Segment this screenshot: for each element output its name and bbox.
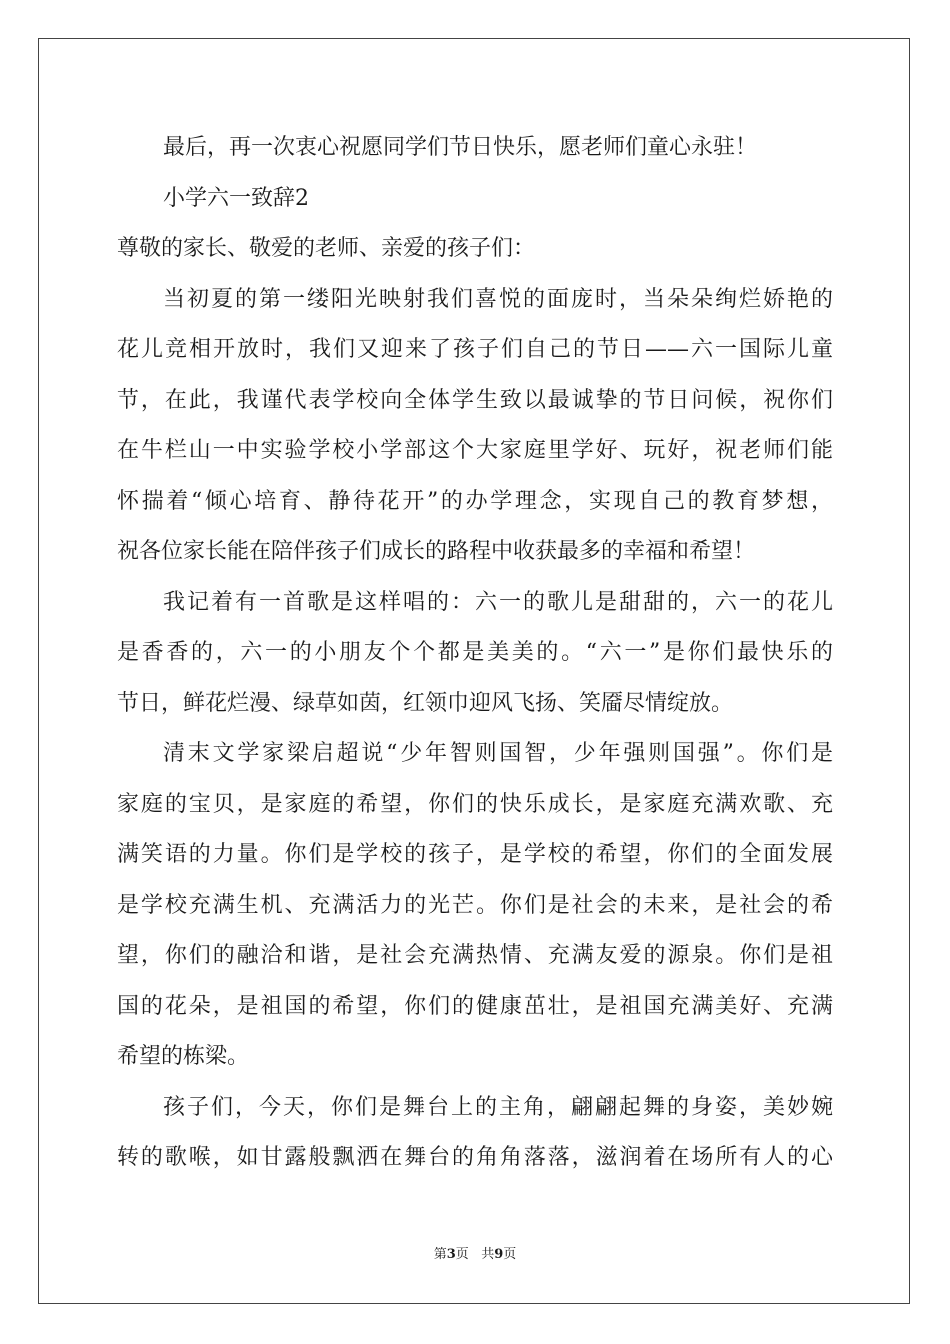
paragraph-line: 节，在此，我谨代表学校向全体学生致以最诚挚的节日问候，祝你们	[117, 387, 833, 413]
paragraph-line: 满笑语的力量。你们是学校的孩子，是学校的希望，你们的全面发展	[117, 842, 833, 867]
paragraph-line: 节日，鲜花烂漫、绿草如茵，红领巾迎风飞扬、笑靥尽情绽放。	[117, 690, 734, 716]
paragraph-line: 是香香的，六一的小朋友个个都是美美的。“六一”是你们最快乐的	[117, 640, 833, 665]
paragraph-line: 家庭的宝贝，是家庭的希望，你们的快乐成长，是家庭充满欢歌、充	[117, 791, 833, 817]
paragraph-line: 孩子们，今天，你们是舞台上的主角，翩翩起舞的身姿，美妙婉	[163, 1094, 833, 1120]
paragraph-line: 当初夏的第一缕阳光映射我们喜悦的面庞时，当朵朵绚烂娇艳的	[163, 286, 833, 312]
page-total: 9	[494, 1247, 504, 1262]
paragraph-line: 最后，再一次衷心祝愿同学们节日快乐，愿老师们童心永驻！	[163, 135, 758, 160]
paragraph-line: 我记着有一首歌是这样唱的：六一的歌儿是甜甜的，六一的花儿	[163, 589, 833, 615]
section-heading: 小学六一致辞2	[163, 185, 309, 211]
paragraph-line: 怀揣着“倾心培育、静待花开”的办学理念，实现自己的教育梦想，	[117, 488, 833, 514]
paragraph-line: 国的花朵，是祖国的希望，你们的健康茁壮，是祖国充满美好、充满	[117, 993, 833, 1019]
paragraph-line: 希望的栋梁。	[117, 1044, 250, 1069]
paragraph-line: 在牛栏山一中实验学校小学部这个大家庭里学好、玩好，祝老师们能	[117, 438, 833, 463]
paragraph-line: 是学校充满生机、充满活力的光芒。你们是社会的未来，是社会的希	[117, 892, 833, 918]
total-prefix: 共	[481, 1247, 495, 1262]
page-prefix: 第	[433, 1247, 447, 1262]
document-body	[117, 128, 833, 1189]
paragraph-line: 转的歌喉，如甘露般飘洒在舞台的角角落落，滋润着在场所有人的心	[117, 1145, 833, 1170]
page-footer	[0, 1246, 950, 1264]
total-unit: 页	[503, 1247, 517, 1262]
paragraph-line: 花儿竞相开放时，我们又迎来了孩子们自己的节日——六一国际儿童	[117, 337, 833, 362]
paragraph-line: 清末文学家梁启超说“少年智则国智，少年强则国强”。你们是	[163, 741, 833, 766]
paragraph-line: 望，你们的融洽和谐，是社会充满热情、充满友爱的源泉。你们是祖	[117, 943, 833, 968]
paragraph-line: 祝各位家长能在陪伴孩子们成长的路程中收获最多的幸福和希望！	[117, 539, 756, 564]
salutation-line: 尊敬的家长、敬爱的老师、亲爱的孩子们：	[117, 236, 536, 261]
page-unit: 页	[455, 1247, 469, 1262]
page-current: 3	[446, 1247, 456, 1262]
